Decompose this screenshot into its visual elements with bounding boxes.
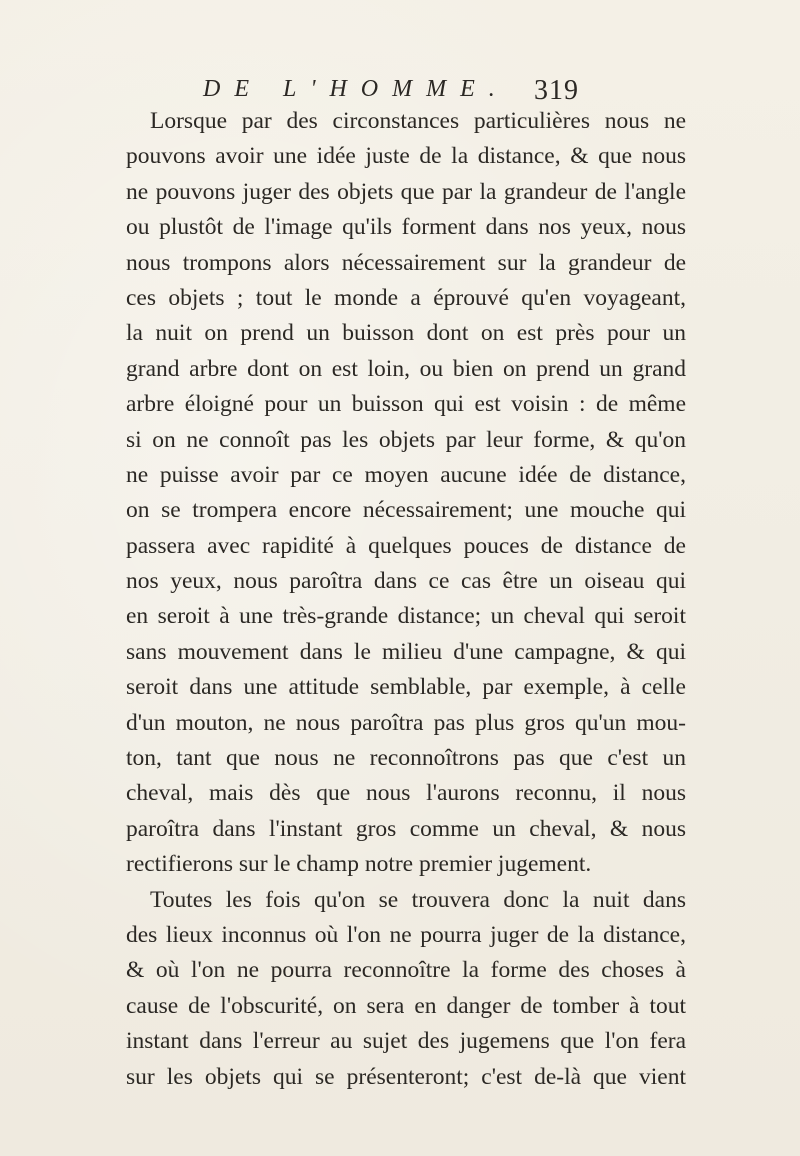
text-line: & où l'on ne pourra reconnoître la forme des choses à [126,957,686,984]
text-line: nous trompons alors nécessairement sur la grandeur de [126,249,686,276]
text-line: pouvons avoir une idée juste de la distance, & que nous [126,143,686,170]
text-line: ces objets ; tout le monde a éprouvé qu'en voyageant, [126,284,686,311]
text-line: arbre éloigné pour un buisson qui est voisin : de même [126,391,686,418]
running-title: DE L'HOMME. [203,76,509,102]
text-line: ton, tant que nous ne reconnoîtrons pas que c'est un [126,745,686,772]
text-line: en seroit à une très-grande distance; un cheval qui seroit [126,603,686,630]
text-line: rectifierons sur le champ notre premier jugement. [126,851,592,878]
text-line: Toutes les fois qu'on se trouvera donc la nuit dans [150,886,686,913]
text-line: seroit dans une attitude semblable, par exemple, à celle [126,674,686,701]
text-line: paroîtra dans l'instant gros comme un cheval, & nous [126,815,686,842]
text-line: si on ne connoît pas les objets par leur forme, & qu'on [126,426,686,453]
text-line: cheval, mais dès que nous l'aurons reconnu, il nous [126,780,686,807]
body-text [126,104,686,1095]
text-line: des lieux inconnus où l'on ne pourra juger de la distance, [126,921,686,948]
text-line: Lorsque par des circonstances particulières nous ne [150,108,686,134]
text-line: nos yeux, nous paroîtra dans ce cas être un oiseau qui [126,568,686,595]
text-line: sur les objets qui se présenteront; c'est de-là que vient [126,1063,686,1090]
text-line: ou plustôt de l'image qu'ils forment dans nos yeux, nous [126,214,686,241]
text-line: ne puisse avoir par ce moyen aucune idée de distance, [126,461,686,488]
text-line: la nuit on prend un buisson dont on est près pour un [126,320,686,347]
text-line: ne pouvons juger des objets que par la grandeur de l'angle [126,178,686,205]
text-line: grand arbre dont on est loin, ou bien on prend un grand [126,355,686,382]
page-number: 319 [534,75,579,106]
text-line: on se trompera encore nécessairement; une mouche qui [126,497,686,524]
text-line: sans mouvement dans le milieu d'une campagne, & qui [126,638,686,665]
text-line: passera avec rapidité à quelques pouces de distance de [126,532,686,559]
text-line: cause de l'obscurité, on sera en danger de tomber à tout [126,992,686,1019]
text-line: d'un mouton, ne nous paroîtra pas plus gros qu'un mou- [126,709,686,736]
text-line: instant dans l'erreur au sujet des jugemens que l'on fera [126,1028,686,1055]
